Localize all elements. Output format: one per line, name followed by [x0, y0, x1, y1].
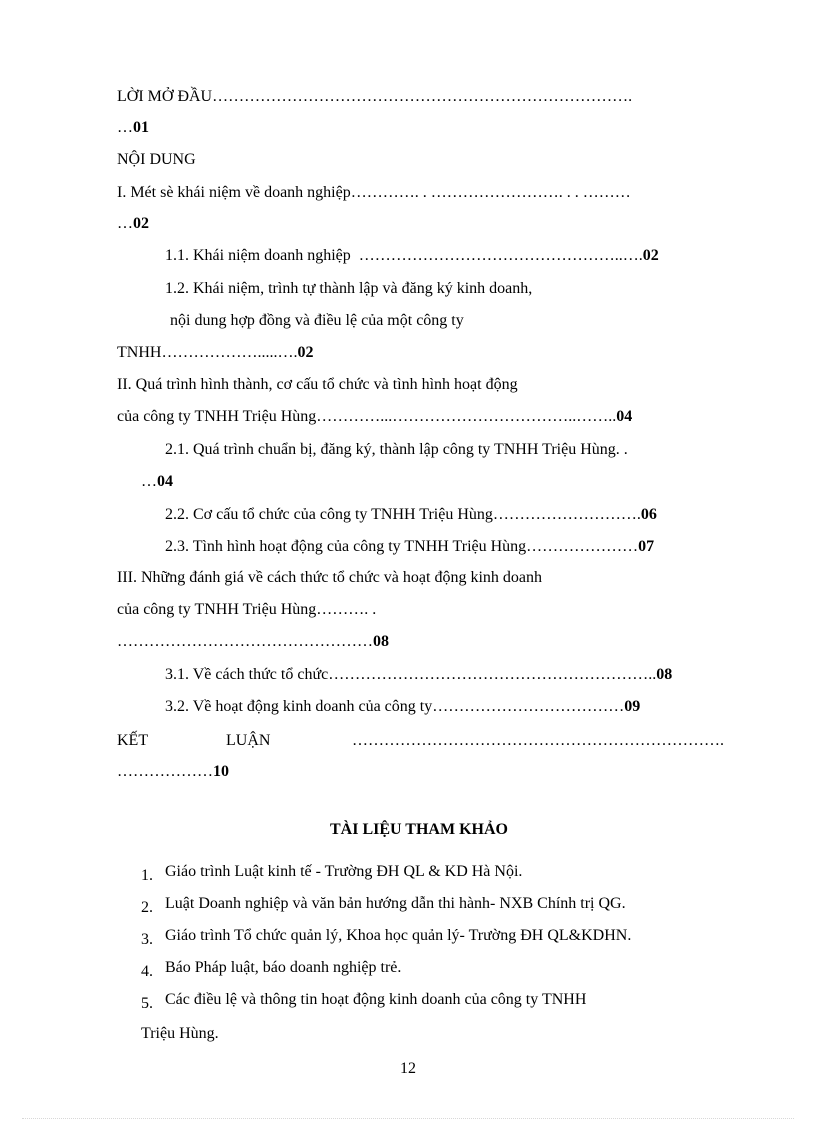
toc-intro-page: 01 [133, 119, 149, 136]
toc-sec1-2-line3 [117, 343, 313, 363]
bottom-divider [22, 1118, 794, 1119]
toc-sec3-1-title: 3.1. Về cách thức tổ chức [165, 666, 329, 683]
toc-sec2-3-page: 07 [638, 538, 655, 555]
toc-intro-leader: ……………………………………………………………………. [212, 88, 633, 105]
toc-sec1-line [117, 183, 631, 203]
toc-sec3-line1: III. Những đánh giá về cách thức tổ chức và hoạt động kinh doanh [117, 569, 542, 586]
toc-sec2-2-leader: ………………………. [492, 506, 641, 523]
toc-sec2-1-leader-cont: … [141, 473, 157, 490]
toc-sec2-1-page-line [141, 472, 173, 492]
reference-num-5: 5. [141, 995, 153, 1012]
toc-sec3-line2 [117, 600, 376, 620]
toc-sec3-page-line [117, 632, 389, 652]
toc-intro-line [117, 87, 632, 107]
toc-sec2-2-page: 06 [640, 506, 657, 523]
toc-sec1-page-line [117, 214, 149, 234]
toc-sec3-leader: ………. . [316, 601, 377, 618]
toc-content-heading: NỘI DUNG [117, 151, 196, 168]
toc-sec1-1-leader: …………………………………………..…. [358, 247, 643, 264]
toc-sec3-1-line [165, 665, 672, 685]
reference-item-5 [141, 990, 586, 1010]
toc-conclusion-word1: KẾT [117, 732, 149, 749]
reference-item-4 [141, 958, 401, 978]
reference-num-3: 3. [141, 931, 153, 948]
toc-sec3-page: 08 [373, 633, 389, 650]
reference-text-5: Các điều lệ và thông tin hoạt động kinh doanh của công ty TNHH [165, 991, 587, 1008]
toc-sec1-title: I. Mét sè khái niệm về doanh nghiệp [117, 184, 351, 201]
toc-sec3-2-line [165, 697, 640, 717]
toc-sec3-2-leader: ……………………………… [432, 698, 625, 715]
toc-sec2-page: 04 [616, 408, 633, 425]
toc-intro-title: LỜI MỞ ĐẦU [117, 88, 213, 105]
toc-conclusion-leader: ……………………………………………………………. [352, 732, 724, 749]
reference-text-2: Luật Doanh nghiệp và văn bản hướng dẫn thi hành- NXB Chính trị QG. [165, 895, 626, 912]
reference-num-4: 4. [141, 963, 153, 980]
toc-sec1-2-tail: TNHH [117, 344, 162, 361]
toc-conclusion-page: 10 [213, 763, 229, 780]
toc-sec2-leader: …………...……………………………..…….. [316, 408, 617, 425]
toc-sec1-leader: …………. . ……………………. . . ……… [350, 184, 631, 201]
toc-sec1-page: 02 [133, 215, 149, 232]
toc-sec2-3-leader: ………………… [526, 538, 639, 555]
reference-text-4: Báo Pháp luật, báo doanh nghiệp trẻ. [165, 959, 402, 976]
reference-text-1: Giáo trình Luật kinh tế - Trường ĐH QL & KD Hà Nội. [165, 863, 523, 880]
toc-sec1-2-line1: 1.2. Khái niệm, trình tự thành lập và đăng ký kinh doanh, [165, 280, 533, 297]
reference-item-2 [141, 894, 626, 914]
toc-conclusion-leader-cont: ……………… [117, 763, 213, 780]
toc-sec3-2-page: 09 [624, 698, 641, 715]
reference-item-1 [141, 862, 522, 882]
toc-sec3-leader-cont: ………………………………………… [117, 633, 373, 650]
toc-sec2-line2 [117, 407, 632, 427]
toc-sec2-line1: II. Quá trình hình thành, cơ cấu tổ chức và tình hình hoạt động [117, 376, 518, 393]
toc-sec2-2-line [165, 505, 657, 525]
reference-num-2: 2. [141, 899, 153, 916]
toc-intro-leader-cont: … [117, 119, 133, 136]
toc-conclusion-page-line [117, 762, 229, 782]
toc-sec2-1-page: 04 [157, 473, 173, 490]
toc-sec2-tail: của công ty TNHH Triệu Hùng [117, 408, 317, 425]
toc-sec1-leader-cont: … [117, 215, 133, 232]
toc-sec3-tail: của công ty TNHH Triệu Hùng [117, 601, 317, 618]
toc-sec2-3-line [165, 537, 654, 557]
toc-sec3-2-title: 3.2. Về hoạt động kinh doanh của công ty [165, 698, 433, 715]
toc-sec1-2-page: 02 [297, 344, 314, 361]
references-heading: TÀI LIỆU THAM KHẢO [330, 821, 508, 838]
toc-sec1-1-line [165, 246, 659, 266]
reference-item-3 [141, 926, 631, 946]
toc-sec3-1-page: 08 [656, 666, 673, 683]
toc-sec1-1-title: 1.1. Khái niệm doanh nghiệp [165, 247, 351, 264]
toc-sec1-2-leader: ……………….....…. [161, 344, 298, 361]
page-number: 12 [400, 1060, 416, 1077]
toc-sec1-2-line2: nội dung hợp đồng và điều lệ của một công ty [170, 312, 464, 329]
reference-num-1: 1. [141, 867, 153, 884]
reference-text-3: Giáo trình Tổ chức quản lý, Khoa học quản lý- Trường ĐH QL&KDHN. [165, 927, 632, 944]
reference-item-5-cont: Triệu Hùng. [141, 1025, 219, 1042]
toc-sec2-1-line: 2.1. Quá trình chuẩn bị, đăng ký, thành lập công ty TNHH Triệu Hùng. . [165, 441, 628, 458]
toc-sec1-1-page: 02 [642, 247, 659, 264]
toc-sec3-1-leader: …………………………………………………….. [328, 666, 657, 683]
toc-conclusion-word2: LUẬN [226, 732, 271, 749]
toc-sec2-2-title: 2.2. Cơ cấu tổ chức của công ty TNHH Triệu Hùng [165, 506, 493, 523]
toc-sec2-3-title: 2.3. Tình hình hoạt động của công ty TNHH Triệu Hùng [165, 538, 527, 555]
toc-intro-page-line [117, 118, 149, 138]
